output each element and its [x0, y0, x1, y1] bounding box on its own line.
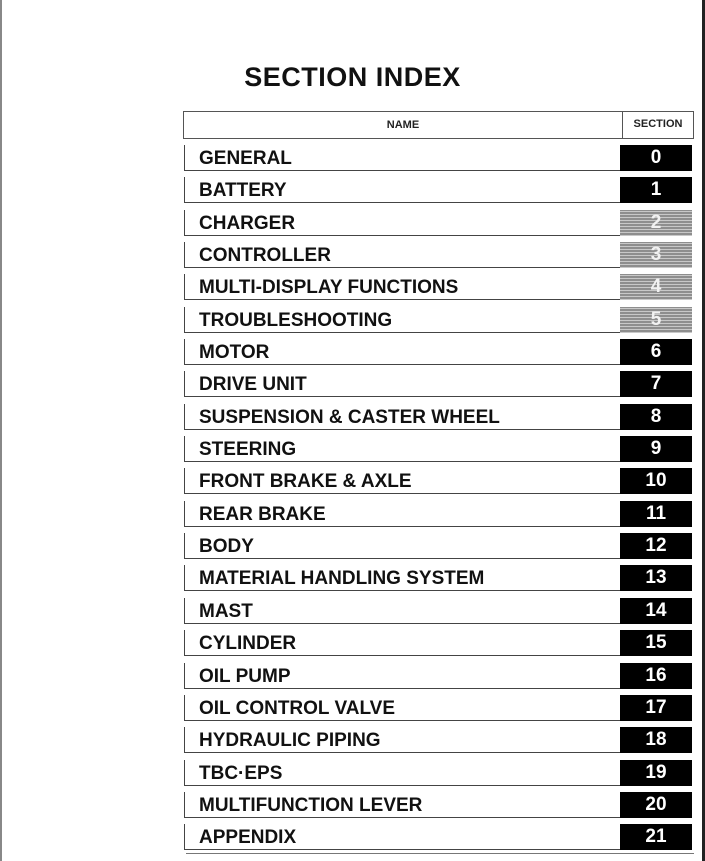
section-name: SUSPENSION & CASTER WHEEL — [199, 406, 500, 428]
section-row[interactable] — [184, 695, 694, 721]
section-name: MATERIAL HANDLING SYSTEM — [199, 568, 485, 590]
section-name-box — [184, 598, 620, 624]
section-number-tab[interactable]: 7 — [620, 371, 692, 397]
section-row[interactable] — [184, 630, 694, 656]
section-number-tab[interactable]: 10 — [620, 468, 692, 494]
section-name: OIL CONTROL VALVE — [199, 697, 395, 719]
section-row[interactable] — [184, 565, 694, 591]
section-name: BATTERY — [199, 180, 287, 202]
section-name: TROUBLESHOOTING — [199, 309, 393, 331]
section-name: CHARGER — [199, 212, 296, 234]
section-name-box — [184, 468, 620, 494]
section-name: OIL PUMP — [199, 665, 291, 687]
section-number-tab[interactable]: 20 — [620, 792, 692, 818]
section-row[interactable] — [184, 598, 694, 624]
section-name: CONTROLLER — [199, 245, 331, 267]
section-name-box — [184, 339, 620, 365]
section-number-tab[interactable]: 3 — [620, 242, 692, 268]
section-number-tab[interactable]: 13 — [620, 565, 692, 591]
section-number-tab[interactable]: 17 — [620, 695, 692, 721]
section-number-tab[interactable]: 12 — [620, 533, 692, 559]
section-row[interactable] — [184, 663, 694, 689]
section-number-tab[interactable]: 9 — [620, 436, 692, 462]
section-name-box — [184, 274, 620, 300]
section-row[interactable] — [184, 824, 694, 850]
name-column-header: NAME — [386, 119, 420, 131]
section-name: MOTOR — [199, 342, 270, 364]
section-number-tab[interactable]: 11 — [620, 501, 692, 527]
section-number-tab[interactable]: 19 — [620, 760, 692, 786]
section-name: APPENDIX — [199, 827, 297, 849]
section-row[interactable] — [184, 792, 694, 818]
section-name: FRONT BRAKE & AXLE — [199, 471, 412, 493]
section-column-header: SECTION — [633, 118, 683, 130]
section-row[interactable] — [184, 210, 694, 236]
section-number-tab[interactable]: 15 — [620, 630, 692, 656]
section-row[interactable] — [184, 727, 694, 753]
section-row[interactable] — [184, 177, 694, 203]
section-name-box — [184, 404, 620, 430]
section-row[interactable] — [184, 274, 694, 300]
section-name: TBC·EPS — [199, 762, 283, 784]
section-row[interactable] — [184, 145, 694, 171]
section-row[interactable] — [184, 339, 694, 365]
section-row[interactable] — [184, 242, 694, 268]
section-name: STEERING — [199, 439, 297, 461]
section-number-tab[interactable]: 6 — [620, 339, 692, 365]
section-name-box — [184, 371, 620, 397]
section-name-box — [184, 501, 620, 527]
section-name-box — [184, 242, 620, 268]
section-name: REAR BRAKE — [199, 503, 326, 525]
section-name-box — [184, 565, 620, 591]
section-number-tab[interactable]: 21 — [620, 824, 692, 850]
section-row[interactable] — [184, 404, 694, 430]
section-name: BODY — [199, 536, 254, 558]
section-row[interactable] — [184, 760, 694, 786]
section-name: DRIVE UNIT — [199, 374, 307, 396]
section-number-tab[interactable]: 16 — [620, 663, 692, 689]
section-number-tab[interactable]: 14 — [620, 598, 692, 624]
index-header-row — [183, 111, 694, 139]
section-name-box — [184, 695, 620, 721]
section-name-box — [184, 630, 620, 656]
section-name-box — [184, 663, 620, 689]
section-index-list — [184, 145, 694, 857]
section-name: GENERAL — [199, 148, 292, 169]
section-name-box — [184, 210, 620, 236]
section-name-box — [184, 533, 620, 559]
section-name-box — [184, 436, 620, 462]
section-name-box — [184, 824, 620, 850]
section-row[interactable] — [184, 307, 694, 333]
section-name: MULTIFUNCTION LEVER — [199, 794, 423, 816]
section-number-tab[interactable]: 4 — [620, 274, 692, 300]
section-number-tab[interactable]: 2 — [620, 210, 692, 236]
section-name-box — [184, 177, 620, 203]
bottom-rule — [186, 853, 694, 854]
section-name: CYLINDER — [199, 633, 297, 655]
section-name: HYDRAULIC PIPING — [199, 730, 381, 752]
section-row[interactable] — [184, 436, 694, 462]
page-title: SECTION INDEX — [244, 62, 461, 92]
section-row[interactable] — [184, 533, 694, 559]
section-row[interactable] — [184, 371, 694, 397]
section-name-box — [184, 727, 620, 753]
section-number-tab[interactable]: 8 — [620, 404, 692, 430]
section-row[interactable] — [184, 468, 694, 494]
section-number-tab[interactable]: 0 — [620, 145, 692, 171]
page-left-edge — [0, 0, 2, 861]
section-name-box — [184, 307, 620, 333]
section-number-tab[interactable]: 5 — [620, 307, 692, 333]
section-name: MAST — [199, 600, 253, 622]
section-name-box — [184, 792, 620, 818]
section-number-tab[interactable]: 18 — [620, 727, 692, 753]
section-name-box — [184, 760, 620, 786]
section-name: MULTI-DISPLAY FUNCTIONS — [199, 277, 459, 299]
section-number-tab[interactable]: 1 — [620, 177, 692, 203]
section-row[interactable] — [184, 501, 694, 527]
section-name-box — [184, 145, 620, 171]
